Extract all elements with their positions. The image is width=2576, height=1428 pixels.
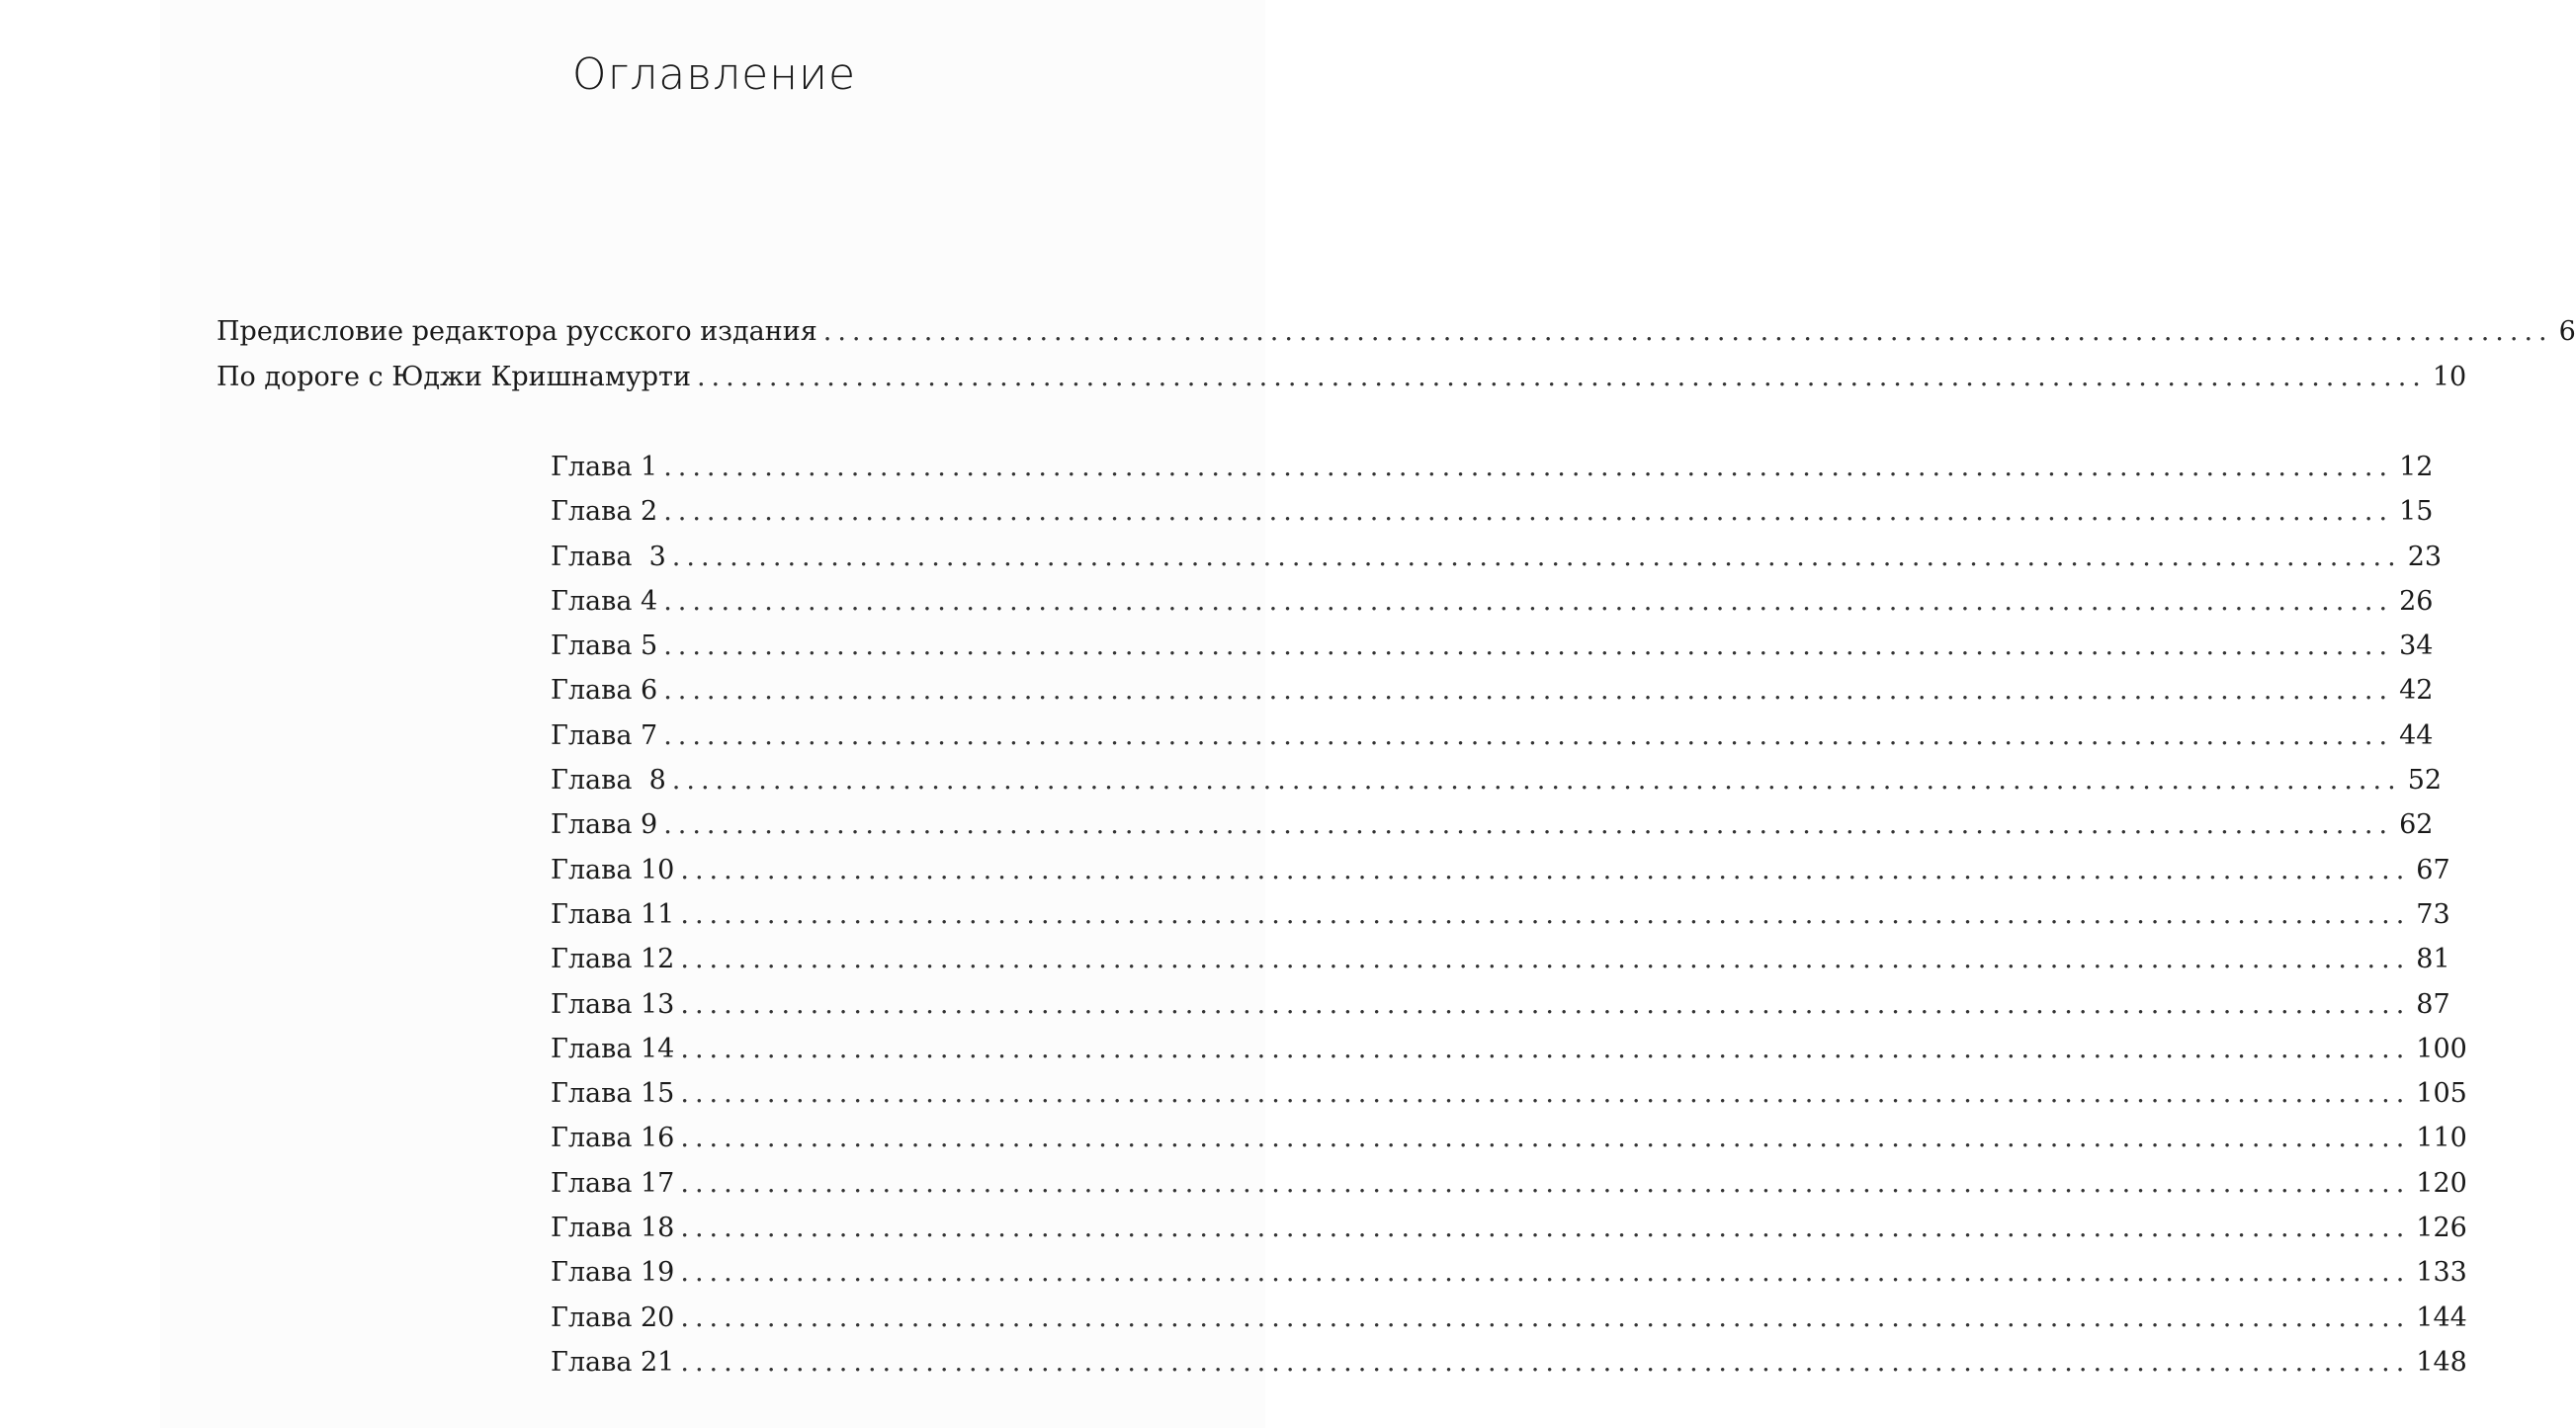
toc-entry (551, 624, 2434, 668)
dot-leader: ........................................................................................................................ (663, 675, 2394, 707)
toc-entry-label: Глава 16 (551, 1123, 675, 1154)
dot-leader: ........................................................................................................................ (663, 496, 2394, 528)
toc-entry-page-number: 34 (2399, 630, 2434, 662)
toc-entry (551, 892, 2450, 937)
dot-leader: ........................................................................................................................ (680, 1078, 2411, 1110)
toc-entry-label: Глава 6 (551, 675, 658, 707)
dot-leader: ........................................................................................................................ (680, 1033, 2411, 1064)
dot-leader: ........................................................................................................................ (680, 1302, 2411, 1333)
toc-entry-label: Глава 12 (551, 944, 675, 975)
dot-leader: ........................................................................................................................ (663, 585, 2394, 617)
toc-entry-label: Глава 17 (551, 1167, 675, 1199)
toc-entry-label: Глава 11 (551, 898, 675, 930)
toc-entry (551, 668, 2434, 713)
toc-entry-label: Глава 7 (551, 719, 658, 751)
dot-leader: ........................................................................................................................ (696, 362, 2427, 392)
dot-leader: ........................................................................................................................ (663, 809, 2394, 841)
dot-leader: ........................................................................................................................ (663, 630, 2394, 662)
front-matter-list (216, 309, 2576, 400)
toc-entry (216, 355, 2467, 400)
toc-entry-page-number: 105 (2416, 1078, 2467, 1110)
toc-entry-page-number: 52 (2407, 765, 2443, 797)
toc-entry (551, 802, 2434, 847)
toc-entry (551, 535, 2443, 579)
dot-leader: ........................................................................................................................ (663, 452, 2394, 482)
toc-entry (551, 937, 2450, 981)
toc-entry-label: Глава 18 (551, 1213, 675, 1244)
toc-entry (551, 1161, 2467, 1206)
toc-entry-page-number: 42 (2399, 675, 2434, 707)
toc-entry-page-number: 100 (2416, 1033, 2467, 1064)
toc-entry-page-number: 133 (2416, 1257, 2467, 1289)
dot-leader: ........................................................................................................................ (671, 765, 2402, 797)
toc-entry-page-number: 67 (2416, 854, 2450, 885)
toc-entry-page-number: 148 (2416, 1346, 2467, 1378)
toc-entry-page-number: 73 (2416, 898, 2450, 930)
toc-entry-page-number: 6 (2558, 316, 2576, 347)
toc-entry (551, 445, 2434, 489)
toc-entry-label: Глава 19 (551, 1257, 675, 1289)
dot-leader: ........................................................................................................................ (680, 1257, 2411, 1289)
toc-entry-page-number: 126 (2416, 1213, 2467, 1244)
toc-entry (551, 1250, 2467, 1295)
toc-entry-page-number: 15 (2399, 496, 2434, 528)
toc-entry-label: По дороге с Юджи Кришнамурти (216, 362, 691, 392)
toc-entry (551, 714, 2434, 758)
toc-entry-label: Глава 1 (551, 452, 658, 482)
dot-leader: ........................................................................................................................ (680, 1213, 2411, 1244)
toc-entry-label: Глава 20 (551, 1302, 675, 1333)
toc-entry-page-number: 23 (2407, 541, 2443, 572)
toc-entry-label: Глава 15 (551, 1078, 675, 1110)
toc-entry-label: Предисловие редактора русского издания (216, 316, 817, 347)
toc-entry-label: Глава 4 (551, 585, 658, 617)
toc-entry (551, 1116, 2467, 1160)
toc-entry (551, 758, 2443, 802)
toc-entry (551, 579, 2434, 624)
dot-leader: ........................................................................................................................ (680, 854, 2411, 885)
toc-entry-page-number: 81 (2416, 944, 2450, 975)
toc-entry-page-number: 62 (2399, 809, 2434, 841)
toc-entry (551, 982, 2450, 1027)
dot-leader: ........................................................................................................................ (822, 316, 2553, 347)
dot-leader: ........................................................................................................................ (680, 988, 2411, 1020)
toc-entry-label: Глава 21 (551, 1346, 675, 1378)
toc-entry (551, 1027, 2467, 1071)
dot-leader: ........................................................................................................................ (663, 719, 2394, 751)
toc-entry-page-number: 87 (2416, 988, 2450, 1020)
toc-entry-label: Глава 2 (551, 496, 658, 528)
dot-leader: ........................................................................................................................ (671, 541, 2402, 572)
toc-entry (551, 489, 2434, 534)
toc-entry (216, 309, 2576, 355)
toc-entry-page-number: 144 (2416, 1302, 2467, 1333)
toc-entry-label: Глава 5 (551, 630, 658, 662)
toc-entry-label: Глава 9 (551, 809, 658, 841)
toc-entry-page-number: 12 (2399, 452, 2434, 482)
toc-entry-page-number: 120 (2416, 1167, 2467, 1199)
dot-leader: ........................................................................................................................ (680, 1346, 2411, 1378)
toc-entry-page-number: 44 (2399, 719, 2434, 751)
toc-entry (551, 1071, 2467, 1116)
toc-entry-page-number: 26 (2399, 585, 2434, 617)
toc-entry (551, 1296, 2467, 1340)
chapter-list (551, 445, 2467, 1385)
toc-entry-page-number: 110 (2416, 1123, 2467, 1154)
toc-entry-label: Глава 14 (551, 1033, 675, 1064)
toc-entry-label: Глава 13 (551, 988, 675, 1020)
dot-leader: ........................................................................................................................ (680, 1123, 2411, 1154)
toc-entry-label: Глава 3 (551, 541, 666, 572)
dot-leader: ........................................................................................................................ (680, 898, 2411, 930)
toc-entry-label: Глава 10 (551, 854, 675, 885)
toc-entry-page-number: 10 (2432, 362, 2467, 392)
dot-leader: ........................................................................................................................ (680, 1167, 2411, 1199)
toc-entry-label: Глава 8 (551, 765, 666, 797)
dot-leader: ........................................................................................................................ (680, 944, 2411, 975)
toc-entry (551, 848, 2450, 892)
toc-entry (551, 1206, 2467, 1250)
toc-entry (551, 1340, 2467, 1385)
page-title: Оглавление (571, 49, 857, 100)
